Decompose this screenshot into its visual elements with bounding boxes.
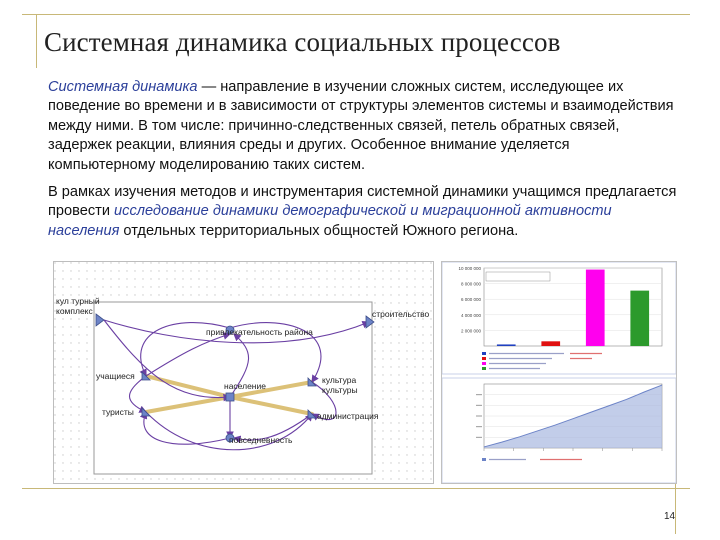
diagram-svg [54,262,433,483]
right-rule [675,478,676,534]
definition-paragraph [48,78,678,175]
top-rule [22,14,690,15]
study-outro-text: отдельных территориальных общностей Южного региона. [119,222,519,239]
charts-svg [442,262,676,483]
bottom-rule [22,488,690,489]
label-administratsiya: администрация [317,411,379,421]
node-naselenie-marker [226,393,234,401]
label-kultura: культура [322,375,357,385]
slide-title: Системная динамика социальных процессов [44,27,561,57]
area-chart [442,378,676,483]
label-kultur2: комплекс [56,306,93,316]
bar-4 [630,291,649,346]
label-privlek: привлекательность района [206,327,313,337]
bar-chart [442,262,676,374]
bar-ytick-label: 8 000 000 [460,281,481,287]
label-turisty: туристы [102,407,134,417]
term-system-dynamics: Системная динамика [48,79,198,95]
charts-panel [441,261,677,484]
label-kultura2: культуры [322,385,358,395]
study-emphasis: исследование динамики демографической и миграционной активности населения [48,203,612,239]
page-number: 14 [664,511,676,522]
label-povsednevnost: повседневность [229,435,293,445]
bar-title-box [486,272,550,281]
bar-3 [586,270,605,346]
bar-1 [497,344,516,346]
label-uchashiesya: учащиеся [96,371,135,381]
bar-ytick-label: 10 000 000 [458,266,481,271]
label-stroit: строительство [372,309,430,319]
bar-2 [541,341,560,346]
study-intro-text: В рамках изучения методов и инструментария системной динамики учащимся предлагается провести [48,184,677,220]
bar-ytick-label: 6 000 000 [460,297,481,303]
left-rule [36,14,37,68]
study-paragraph [48,183,678,241]
system-dynamics-diagram [53,261,434,484]
label-naselenie: население [224,381,266,391]
bar-ytick-label: 2 000 000 [460,328,481,334]
definition-text: — направление в изучении сложных систем, исследующее их поведение во времени и в зависимости от структуры элементов системы и взаимодействия между ними. В том числе: причинно-следственных связей, петель обратных связей, задержек реакции, влияния среды и других. Особенное внимание уделяется компьютерному моделированию таких систем. [48,79,674,173]
label-kultur: кул турный [56,296,100,306]
bar-ytick-label: 4 000 000 [460,312,481,318]
